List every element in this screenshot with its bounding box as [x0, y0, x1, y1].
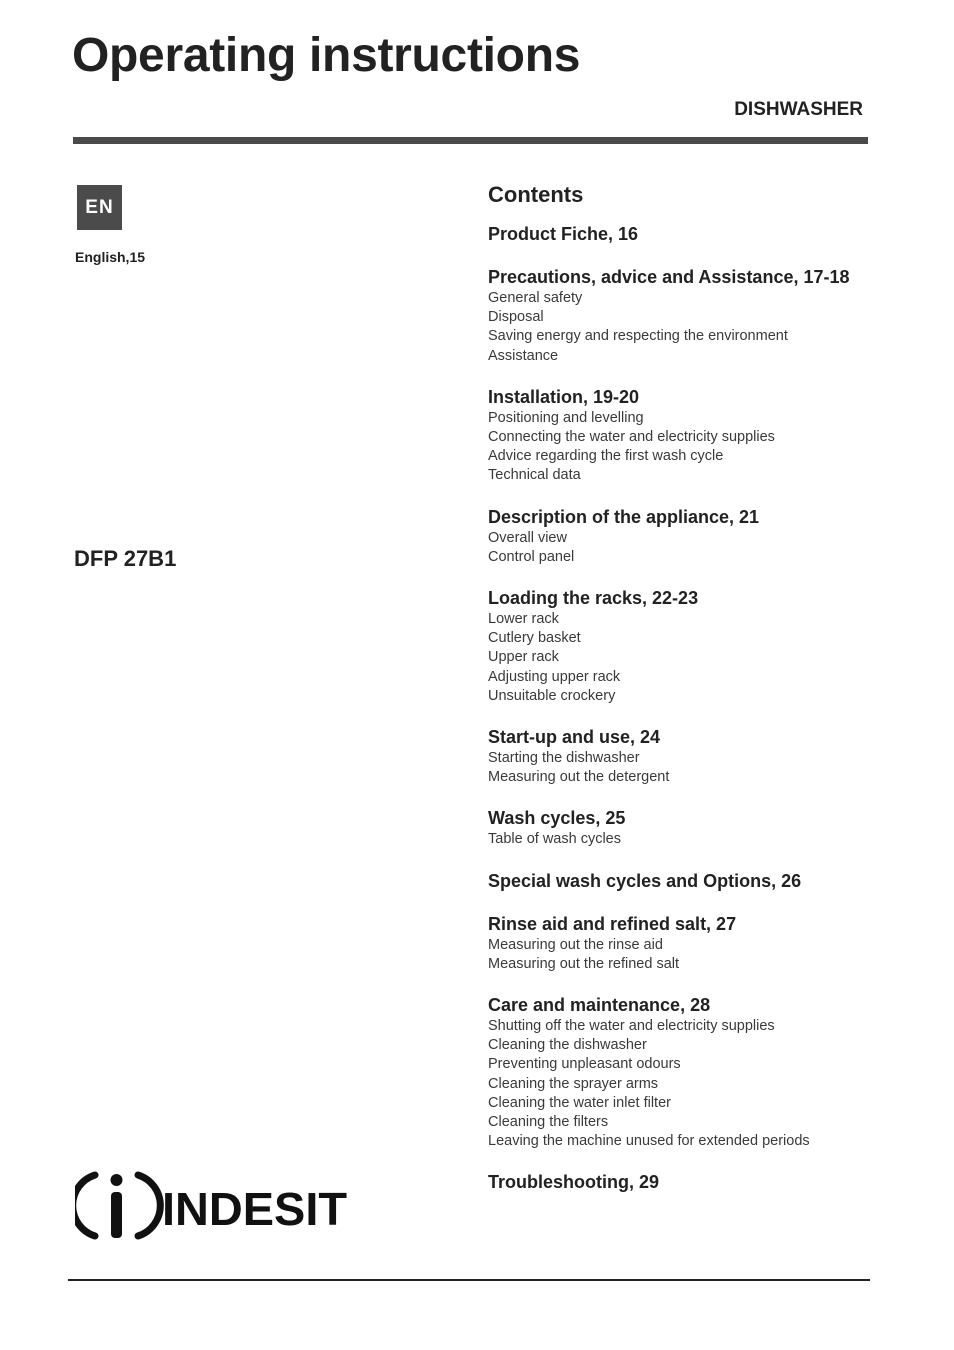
contents-section — [488, 806, 928, 849]
section-item: Adjusting upper rack — [488, 668, 621, 685]
section-item: Saving energy and respecting the environment — [488, 328, 788, 345]
indesit-logo-icon — [75, 1166, 350, 1244]
section-item: Advice regarding the first wash cycle — [488, 448, 724, 465]
section-item: Table of wash cycles — [488, 831, 621, 848]
contents-section — [488, 586, 928, 706]
section-item: Technical data — [488, 467, 581, 484]
contents-section — [488, 912, 928, 974]
section-items — [488, 289, 928, 366]
contents-section — [488, 385, 928, 486]
section-item: Preventing unpleasant odours — [488, 1056, 681, 1073]
section-title: Start-up and use, 24 — [488, 727, 661, 748]
section-item: Lower rack — [488, 611, 559, 628]
section-item: Overall view — [488, 529, 567, 546]
contents-heading: Contents — [488, 182, 584, 207]
contents-section — [488, 1170, 928, 1194]
contents-section — [488, 869, 928, 893]
section-items — [488, 749, 928, 787]
section-item: Cutlery basket — [488, 630, 581, 647]
section-item: General safety — [488, 290, 583, 306]
section-item: Connecting the water and electricity supplies — [488, 429, 775, 446]
section-item: Measuring out the detergent — [488, 769, 670, 786]
contents-section — [488, 725, 928, 787]
section-item: Control panel — [488, 548, 575, 565]
language-badge: EN — [77, 185, 122, 230]
section-title: Troubleshooting, 29 — [488, 1172, 660, 1193]
section-item: Disposal — [488, 309, 544, 326]
section-item: Cleaning the dishwasher — [488, 1037, 647, 1054]
section-items — [488, 830, 928, 849]
section-item: Leaving the machine unused for extended periods — [488, 1133, 810, 1150]
section-title: Installation, 19-20 — [488, 386, 640, 407]
section-item: Measuring out the rinse aid — [488, 936, 663, 953]
svg-text:INDESIT: INDESIT — [162, 1183, 347, 1235]
page-title: Operating instructions — [72, 29, 581, 82]
section-item: Cleaning the water inlet filter — [488, 1094, 671, 1111]
section-items — [488, 936, 928, 974]
section-title: Product Fiche, 16 — [488, 224, 639, 244]
section-title: Description of the appliance, 21 — [488, 506, 760, 527]
section-items — [488, 409, 928, 486]
product-type: DISHWASHER — [734, 99, 863, 120]
language-label: English,15 — [75, 249, 146, 265]
section-item: Upper rack — [488, 649, 559, 666]
section-item: Cleaning the filters — [488, 1114, 609, 1131]
contents-section — [488, 505, 928, 567]
section-item: Assistance — [488, 347, 559, 364]
section-item: Unsuitable crockery — [488, 687, 616, 704]
section-items — [488, 610, 928, 706]
section-item: Positioning and levelling — [488, 409, 644, 426]
contents-section — [488, 993, 928, 1151]
section-title: Wash cycles, 25 — [488, 808, 626, 829]
section-title: Care and maintenance, 28 — [488, 995, 711, 1016]
section-title: Precautions, advice and Assistance, 17-18 — [488, 267, 850, 287]
section-item: Starting the dishwasher — [488, 750, 640, 767]
footer-divider — [68, 1279, 870, 1281]
contents-section — [488, 265, 928, 366]
table-of-contents — [488, 180, 928, 1213]
section-title: Loading the racks, 22-23 — [488, 588, 699, 609]
section-item: Measuring out the refined salt — [488, 955, 680, 972]
section-item: Cleaning the sprayer arms — [488, 1075, 659, 1092]
section-items — [488, 1017, 928, 1151]
section-title: Rinse aid and refined salt, 27 — [488, 913, 737, 934]
header-divider — [73, 137, 868, 144]
section-items — [488, 529, 928, 567]
contents-section — [488, 222, 928, 246]
section-title: Special wash cycles and Options, 26 — [488, 870, 802, 891]
section-item: Shutting off the water and electricity supplies — [488, 1018, 775, 1035]
contents-sections — [488, 222, 928, 1194]
model-number: DFP 27B1 — [74, 546, 177, 571]
